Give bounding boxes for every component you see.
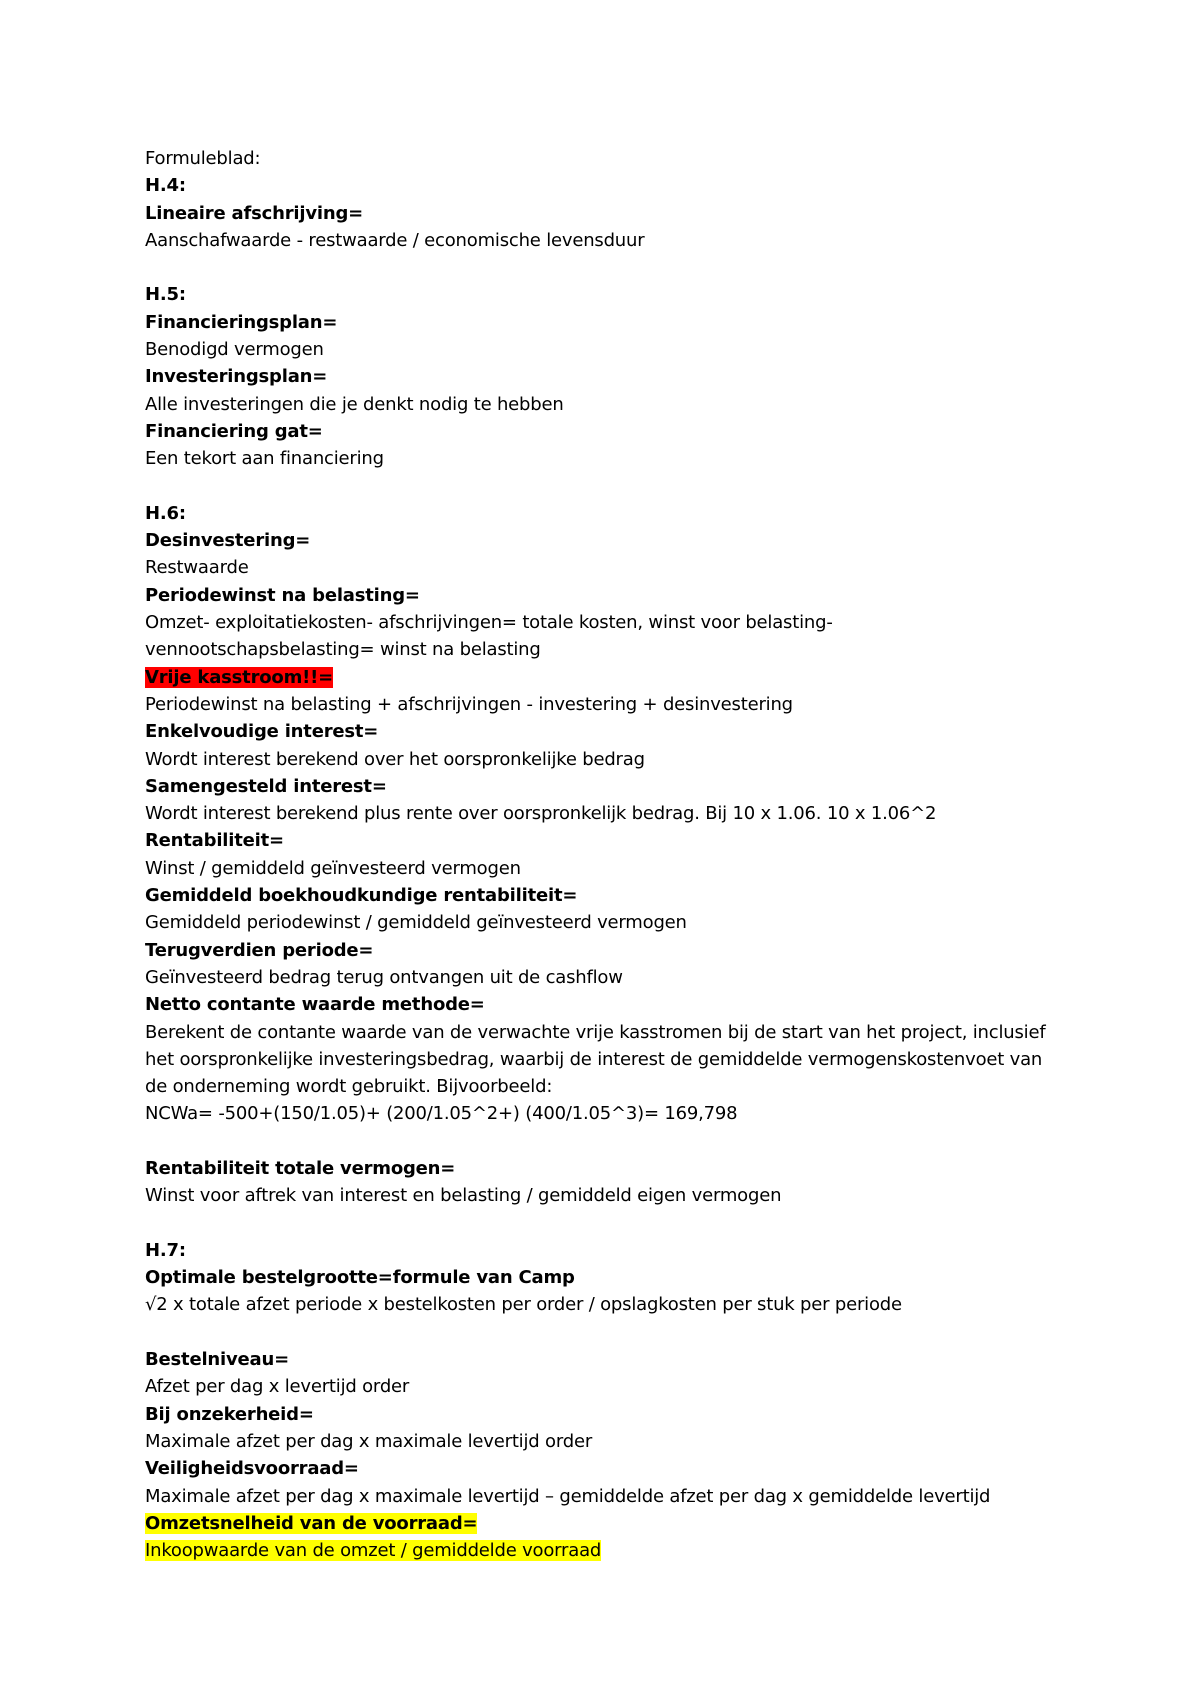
line-text: H.7:	[145, 1239, 186, 1261]
line-text: de onderneming wordt gebruikt. Bijvoorbeeld:	[145, 1076, 553, 1098]
heading-line	[145, 827, 1065, 854]
heading-line	[145, 1346, 1065, 1373]
highlighted-text: Vrije kasstroom!!=	[145, 666, 334, 688]
text-line	[145, 227, 1065, 254]
heading-line	[145, 991, 1065, 1018]
heading-line	[145, 1455, 1065, 1482]
line-text: Lineaire afschrijving=	[145, 202, 364, 224]
line-text: Maximale afzet per dag x maximale levertijd order	[145, 1430, 593, 1452]
heading-line	[145, 363, 1065, 390]
text-line	[145, 445, 1065, 472]
text-line	[145, 855, 1065, 882]
blank-line	[145, 1128, 1065, 1155]
text-line	[145, 391, 1065, 418]
text-line	[145, 609, 1065, 636]
line-text: Netto contante waarde methode=	[145, 994, 485, 1016]
line-text: Financiering gat=	[145, 420, 323, 442]
line-text: Alle investeringen die je denkt nodig te hebben	[145, 393, 564, 415]
heading-line	[145, 200, 1065, 227]
text-line	[145, 800, 1065, 827]
text-line	[145, 1182, 1065, 1209]
text-line	[145, 636, 1065, 663]
line-text: Optimale bestelgrootte=formule van Camp	[145, 1267, 575, 1289]
text-line	[145, 145, 1065, 172]
line-text: √2 x totale afzet periode x bestelkosten per order / opslagkosten per stuk per periode	[145, 1294, 902, 1316]
heading-line	[145, 527, 1065, 554]
line-text: vennootschapsbelasting= winst na belasting	[145, 639, 541, 661]
blank-line	[145, 1210, 1065, 1237]
line-text: Periodewinst na belasting=	[145, 584, 420, 606]
blank-line	[145, 254, 1065, 281]
highlighted-text: Inkoopwaarde van de omzet / gemiddelde voorraad	[145, 1540, 602, 1562]
text-line	[145, 1046, 1065, 1073]
line-text: Winst voor aftrek van interest en belasting / gemiddeld eigen vermogen	[145, 1185, 782, 1207]
line-text: Maximale afzet per dag x maximale levertijd – gemiddelde afzet per dag x gemiddelde levertijd	[145, 1485, 991, 1507]
text-line	[145, 1483, 1065, 1510]
heading-line	[145, 582, 1065, 609]
heading-line	[145, 281, 1065, 308]
heading-line	[145, 418, 1065, 445]
line-text: H.6:	[145, 502, 186, 524]
text-line	[145, 691, 1065, 718]
line-text: Rentabiliteit totale vermogen=	[145, 1157, 456, 1179]
heading-line	[145, 1264, 1065, 1291]
text-line	[145, 1373, 1065, 1400]
text-line	[145, 336, 1065, 363]
text-line	[145, 1291, 1065, 1318]
line-text: Omzet- exploitatiekosten- afschrijvingen= totale kosten, winst voor belasting-	[145, 612, 833, 634]
line-text: Periodewinst na belasting + afschrijvingen - investering + desinvestering	[145, 693, 793, 715]
heading-line	[145, 309, 1065, 336]
line-text: H.5:	[145, 284, 186, 306]
heading-line	[145, 1237, 1065, 1264]
line-text: Veiligheidsvoorraad=	[145, 1458, 359, 1480]
line-text: Financieringsplan=	[145, 311, 338, 333]
text-line	[145, 1537, 1065, 1564]
line-text: Benodigd vermogen	[145, 339, 324, 361]
line-text: NCWa= -500+(150/1.05)+ (200/1.05^2+) (400/1.05^3)= 169,798	[145, 1103, 738, 1125]
blank-line	[145, 473, 1065, 500]
heading-line	[145, 882, 1065, 909]
heading-line	[145, 1155, 1065, 1182]
line-text: Afzet per dag x levertijd order	[145, 1376, 410, 1398]
line-text: Formuleblad:	[145, 148, 261, 169]
heading-line	[145, 1401, 1065, 1428]
text-line	[145, 746, 1065, 773]
heading-line	[145, 1510, 1065, 1537]
line-text: Restwaarde	[145, 557, 249, 579]
line-text: Aanschafwaarde - restwaarde / economische levensduur	[145, 229, 645, 251]
blank-line	[145, 1319, 1065, 1346]
line-text: Geïnvesteerd bedrag terug ontvangen uit de cashflow	[145, 966, 623, 988]
text-line	[145, 1428, 1065, 1455]
heading-line	[145, 937, 1065, 964]
text-line	[145, 554, 1065, 581]
line-text: Bestelniveau=	[145, 1349, 289, 1371]
line-text: Berekent de contante waarde van de verwachte vrije kasstromen bij de start van het project, inclusief	[145, 1021, 1046, 1043]
highlighted-text: Omzetsnelheid van de voorraad=	[145, 1512, 478, 1534]
line-text: Enkelvoudige interest=	[145, 721, 379, 743]
line-text: Samengesteld interest=	[145, 775, 387, 797]
text-line	[145, 909, 1065, 936]
text-line	[145, 1073, 1065, 1100]
document-body	[145, 145, 1065, 1564]
line-text: Bij onzekerheid=	[145, 1403, 314, 1425]
line-text: Rentabiliteit=	[145, 830, 284, 852]
heading-line	[145, 500, 1065, 527]
line-text: H.4:	[145, 175, 186, 197]
line-text: het oorspronkelijke investeringsbedrag, waarbij de interest de gemiddelde vermogenskostenvoet van	[145, 1048, 1043, 1070]
line-text: Winst / gemiddeld geïnvesteerd vermogen	[145, 857, 521, 879]
line-text: Gemiddeld boekhoudkundige rentabiliteit=	[145, 885, 578, 907]
heading-line	[145, 773, 1065, 800]
text-line	[145, 964, 1065, 991]
line-text: Terugverdien periode=	[145, 939, 374, 961]
line-text: Wordt interest berekend over het oorspronkelijke bedrag	[145, 748, 645, 770]
heading-line	[145, 664, 1065, 691]
line-text: Wordt interest berekend plus rente over oorspronkelijk bedrag. Bij 10 x 1.06. 10 x 1.06^2	[145, 803, 937, 825]
line-text: Desinvestering=	[145, 530, 311, 552]
line-text: Gemiddeld periodewinst / gemiddeld geïnvesteerd vermogen	[145, 912, 687, 934]
line-text: Een tekort aan financiering	[145, 448, 384, 470]
line-text: Investeringsplan=	[145, 366, 328, 388]
heading-line	[145, 172, 1065, 199]
text-line	[145, 1019, 1065, 1046]
text-line	[145, 1100, 1065, 1127]
heading-line	[145, 718, 1065, 745]
